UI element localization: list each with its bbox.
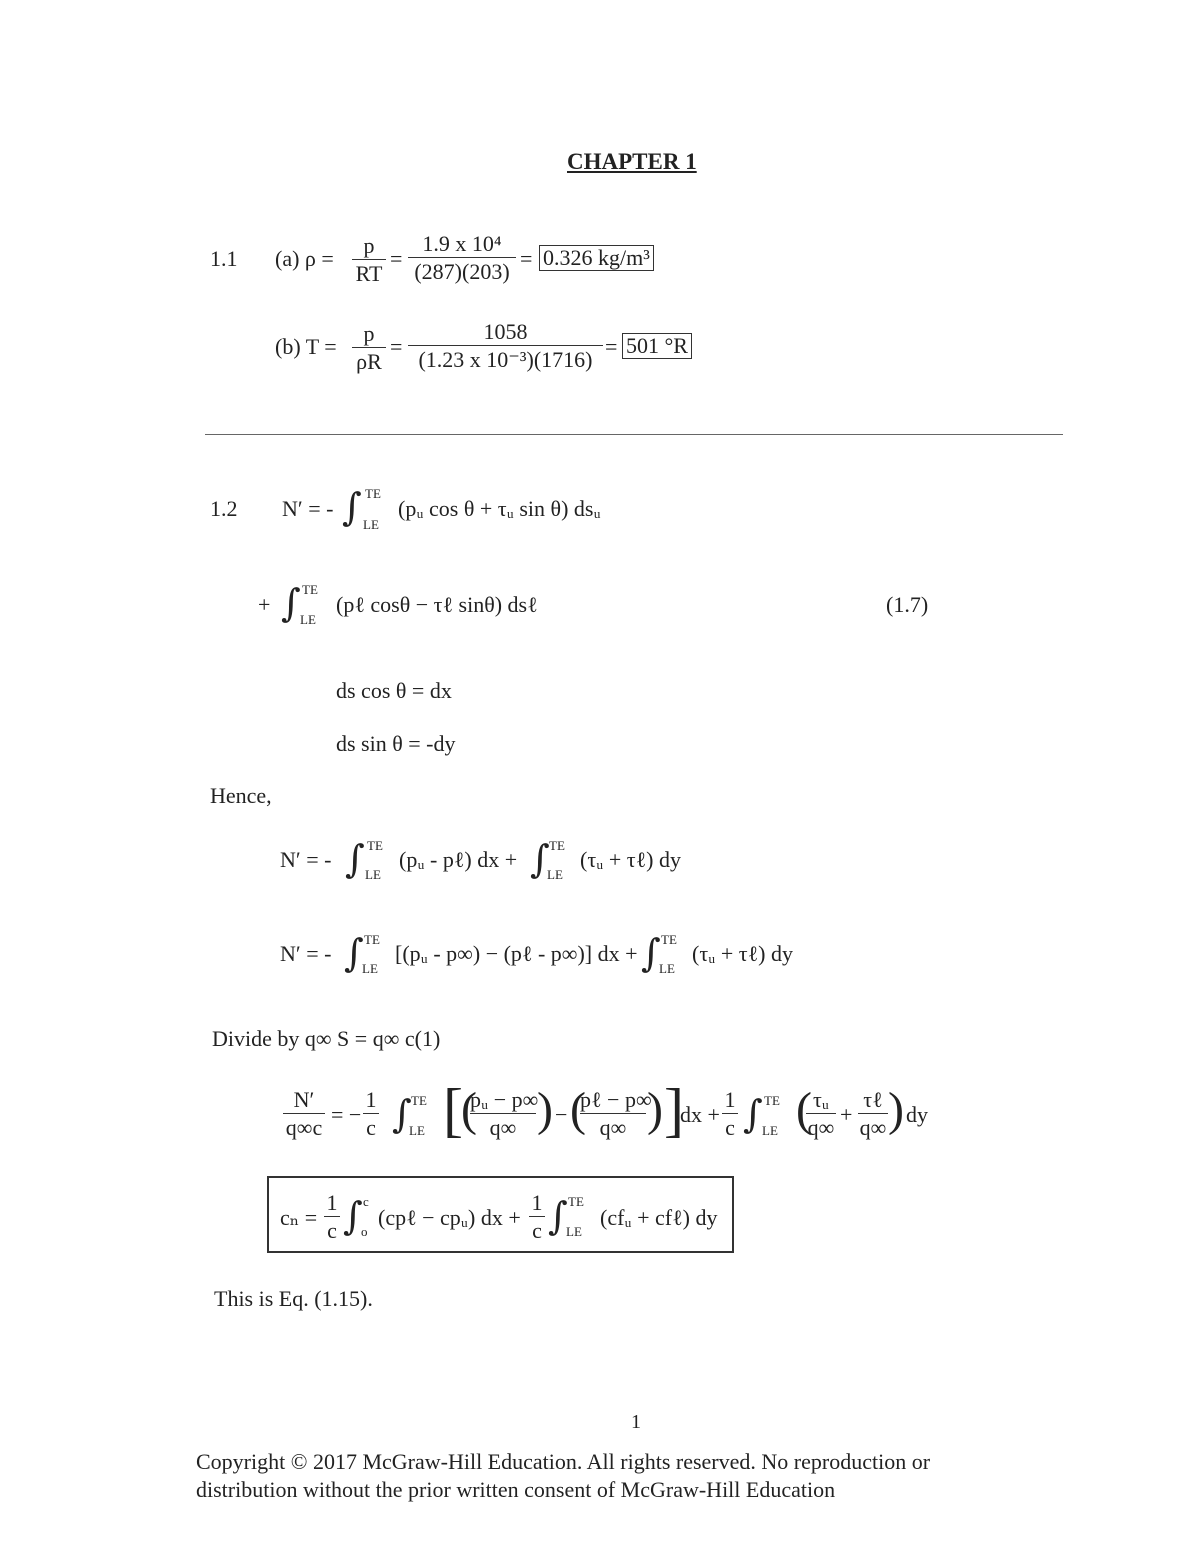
part-b-label: (b) T =	[275, 334, 337, 359]
copyright-line-2: distribution without the prior written consent of McGraw-Hill Education	[196, 1476, 836, 1502]
line1-body: (pᵤ cos θ + τᵤ sin θ) dsᵤ	[398, 496, 601, 521]
part-a-result: 0.326 kg/m³	[539, 245, 654, 271]
right-paren: )	[647, 1083, 663, 1136]
limit-top: TE	[367, 838, 383, 853]
integral-sign: ∫	[641, 931, 661, 975]
line5-equals-minus: = −	[331, 1102, 362, 1127]
part-b-result: 501 °R	[622, 333, 692, 359]
integral-sign: ∫	[548, 1194, 568, 1238]
relation-2: ds sin θ = -dy	[336, 731, 456, 756]
part-a-fraction-1: p RT	[352, 234, 386, 285]
right-bracket: ]	[664, 1077, 684, 1143]
integral-sign: ∫	[343, 1194, 363, 1238]
chapter-title: CHAPTER 1	[567, 149, 697, 174]
part-a-fraction-2: 1.9 x 10⁴ (287)(203)	[408, 232, 516, 283]
integral-sign: ∫	[342, 485, 362, 529]
line4-lhs: N′ = -	[280, 941, 332, 966]
integral-sign: ∫	[344, 931, 364, 975]
line3-body-2: (τᵤ + τℓ) dy	[580, 847, 681, 872]
left-paren: (	[570, 1083, 586, 1136]
right-paren: )	[888, 1083, 904, 1136]
final-body-2: (cfᵤ + cfℓ) dy	[600, 1205, 718, 1230]
limit-top: TE	[365, 486, 381, 501]
limit-bottom: LE	[762, 1123, 778, 1138]
limit-top: TE	[411, 1093, 427, 1108]
final-body-1: (cpℓ − cpᵤ) dx +	[378, 1205, 521, 1230]
limit-top: TE	[364, 932, 380, 947]
final-lhs: cₙ =	[280, 1205, 318, 1230]
copyright-line-1: Copyright © 2017 McGraw-Hill Education. All rights reserved. No reproduction or	[196, 1449, 931, 1474]
one-over-c: 1 c	[529, 1191, 545, 1242]
limit-top: TE	[568, 1194, 584, 1209]
line5-term2-fraction: pℓ − p∞ q∞	[580, 1087, 652, 1141]
integral-sign: ∫	[530, 837, 550, 881]
limit-bottom: LE	[362, 961, 378, 976]
line4-body-1: [(pᵤ - p∞) − (pℓ - p∞)] dx +	[395, 941, 638, 966]
final-limit-bottom: o	[361, 1224, 368, 1239]
page-number: 1	[631, 1411, 641, 1433]
equation-reference: (1.7)	[886, 592, 929, 617]
line2-plus: +	[258, 592, 271, 617]
problem-number-1-1: 1.1	[210, 246, 238, 271]
left-bracket: [	[443, 1077, 463, 1143]
line3-lhs: N′ = -	[280, 847, 332, 872]
line5-term3-fraction: τᵤ q∞	[807, 1087, 835, 1141]
limit-bottom: LE	[409, 1123, 425, 1138]
limit-top: TE	[764, 1093, 780, 1108]
part-b-equals: =	[390, 334, 403, 359]
right-paren: )	[537, 1083, 553, 1136]
part-b-fraction-2: 1058 (1.23 x 10⁻³)(1716)	[408, 320, 603, 371]
line5-minus: −	[555, 1102, 568, 1127]
problem-number-1-2: 1.2	[210, 496, 238, 521]
limit-bottom: LE	[363, 517, 379, 532]
line1-lhs: N′ = -	[282, 496, 334, 521]
limit-bottom: LE	[659, 961, 675, 976]
integral-sign: ∫	[743, 1092, 763, 1136]
limit-bottom: LE	[566, 1224, 582, 1239]
part-a-equals: =	[390, 246, 403, 271]
part-a-label: (a) ρ =	[275, 246, 334, 271]
hence-text: Hence,	[210, 783, 272, 808]
limit-top: TE	[661, 932, 677, 947]
line5-lhs-fraction: N′ q∞c	[283, 1088, 325, 1139]
equation-note: This is Eq. (1.15).	[214, 1286, 373, 1311]
limit-top: TE	[549, 838, 565, 853]
part-b-fraction-1: p ρR	[352, 322, 386, 373]
one-over-c: 1 c	[363, 1088, 379, 1139]
line5-dx-plus: dx +	[680, 1102, 720, 1127]
line4-body-2: (τᵤ + τℓ) dy	[692, 941, 793, 966]
left-paren: (	[461, 1083, 477, 1136]
line5-term1-fraction: pᵤ − p∞ q∞	[470, 1087, 539, 1141]
divide-text: Divide by q∞ S = q∞ c(1)	[212, 1026, 441, 1051]
one-over-c: 1 c	[722, 1088, 738, 1139]
limit-bottom: LE	[547, 867, 563, 882]
integral-sign: ∫	[392, 1092, 412, 1136]
part-a-equals-2: =	[520, 246, 533, 271]
part-b-equals-2: =	[605, 334, 618, 359]
copyright-notice	[196, 1448, 930, 1503]
section-divider	[205, 434, 1063, 435]
limit-bottom: LE	[365, 867, 381, 882]
limit-bottom: LE	[300, 612, 316, 627]
one-over-c: 1 c	[324, 1191, 340, 1242]
line3-body-1: (pᵤ - pℓ) dx +	[399, 847, 518, 872]
line5-dy: dy	[906, 1102, 928, 1127]
line5-term4-fraction: τℓ q∞	[859, 1087, 887, 1141]
integral-sign: ∫	[345, 837, 365, 881]
line5-plus: +	[840, 1102, 853, 1127]
relation-1: ds cos θ = dx	[336, 678, 452, 703]
integral-sign: ∫	[281, 581, 301, 625]
final-limit-top: c	[363, 1194, 369, 1209]
limit-top: TE	[302, 582, 318, 597]
line2-body: (pℓ cosθ − τℓ sinθ) dsℓ	[336, 592, 538, 617]
left-paren: (	[796, 1083, 812, 1136]
